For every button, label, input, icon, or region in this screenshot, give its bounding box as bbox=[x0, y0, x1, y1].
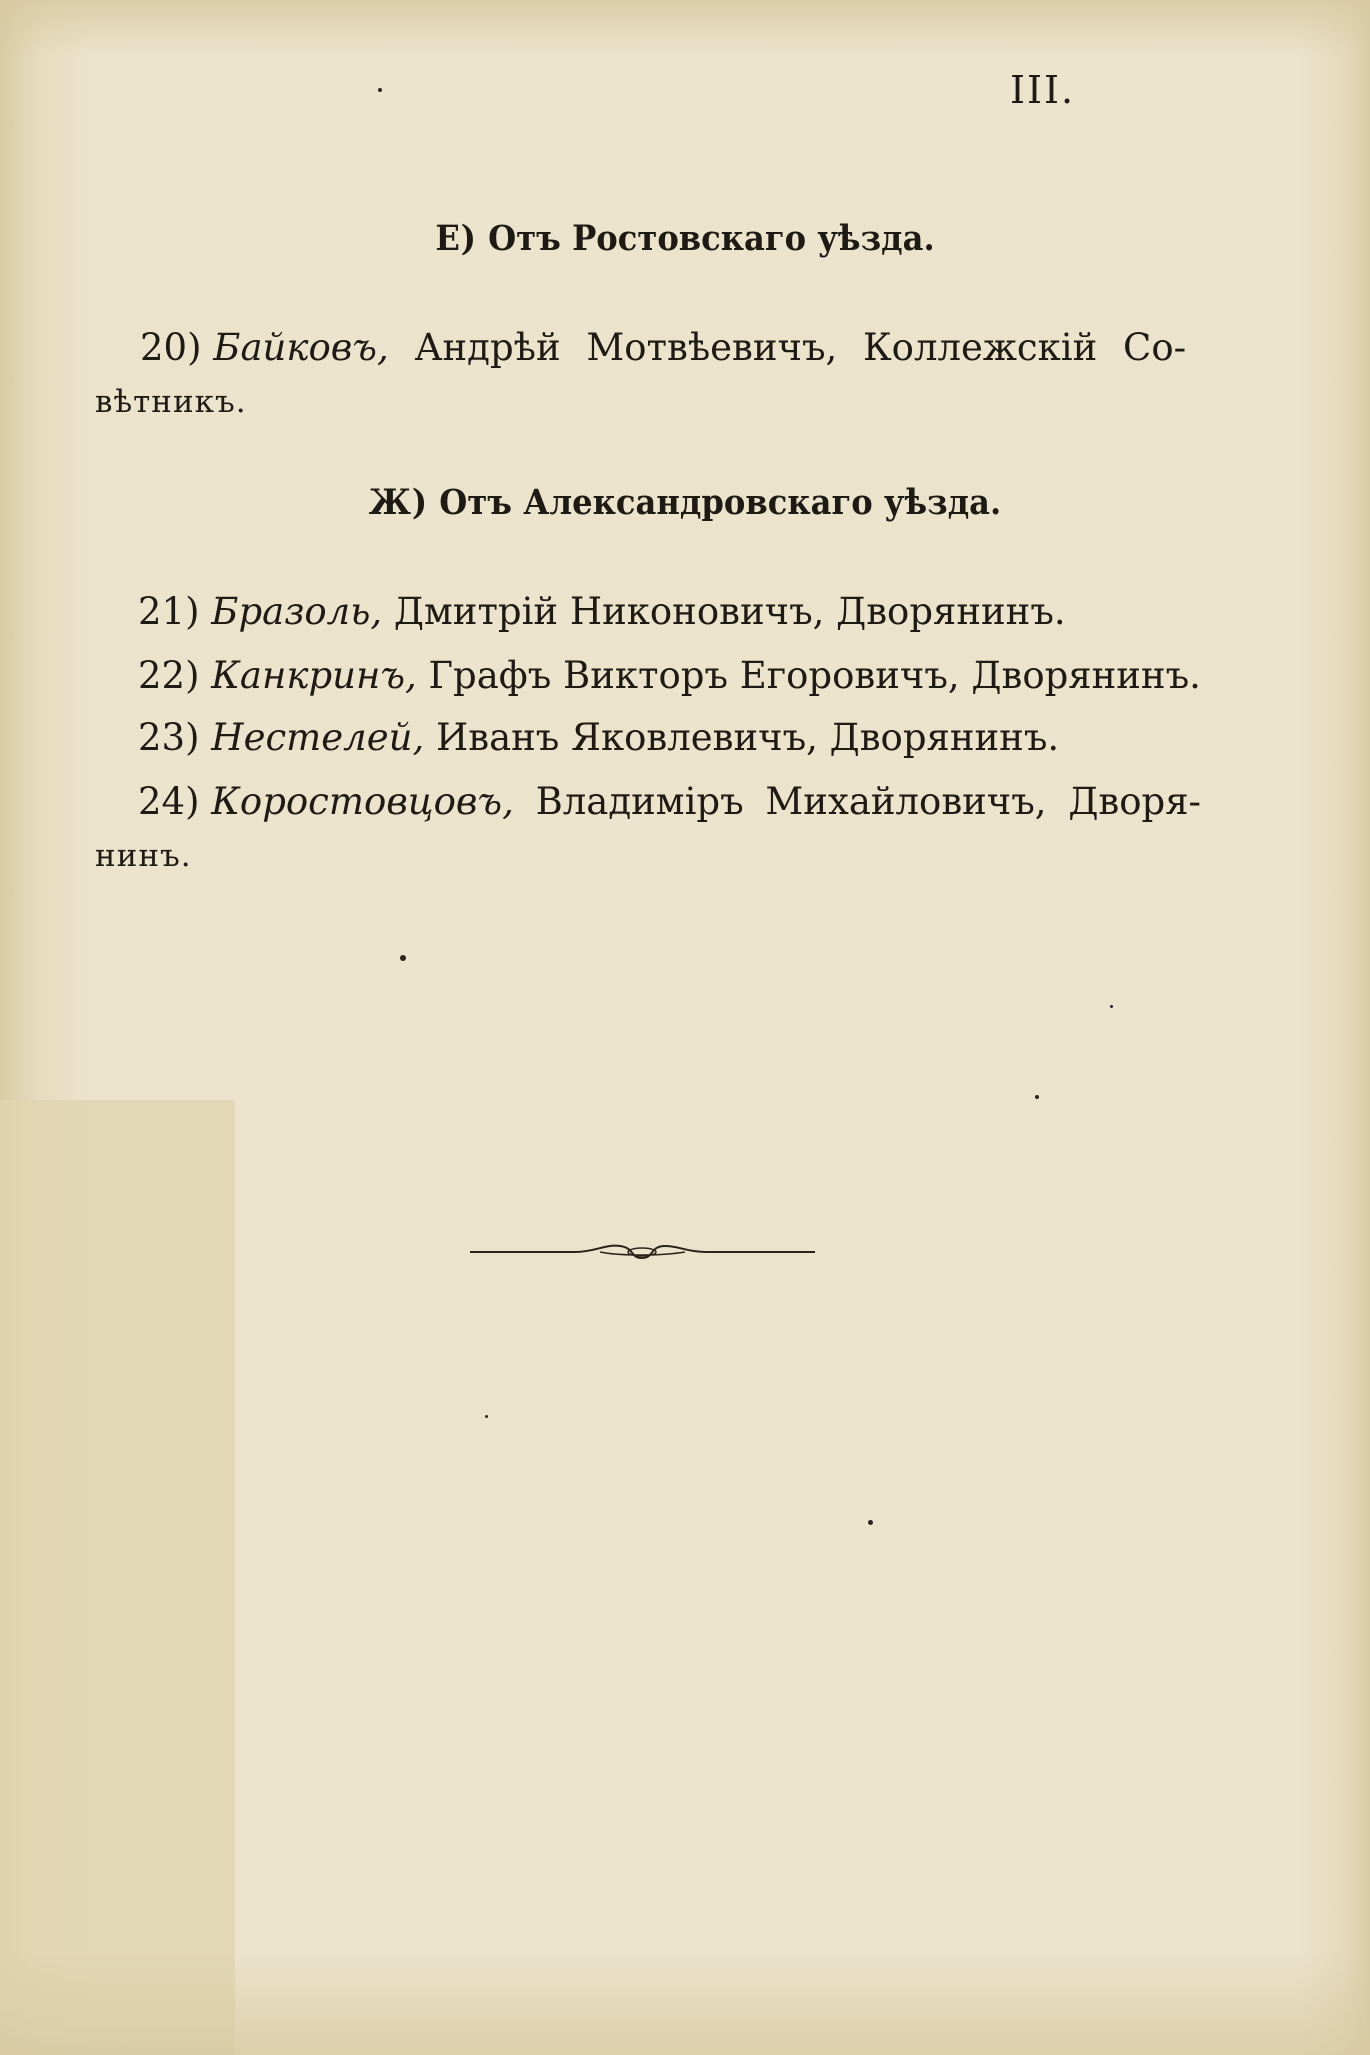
entry-details: Андрѣй Мотвѣевичъ, Коллежскій Со- bbox=[388, 326, 1187, 369]
page-number: III. bbox=[1010, 68, 1076, 112]
section-heading-aleksandrov bbox=[55, 482, 1315, 523]
entry-surname: Канкринъ, bbox=[211, 654, 417, 697]
entry-details: Иванъ Яковлевичъ, Дворянинъ. bbox=[424, 716, 1060, 759]
page-bottom-shadow bbox=[0, 1950, 1370, 2055]
entry-surname: Нестелей, bbox=[211, 716, 425, 759]
list-item bbox=[138, 774, 1201, 830]
page-top-shadow bbox=[0, 0, 1370, 55]
scan-speck bbox=[485, 1415, 488, 1418]
section-letter: Ж) bbox=[368, 482, 429, 523]
end-ornament bbox=[470, 1240, 815, 1264]
scan-speck bbox=[1035, 1095, 1039, 1099]
section-title: Отъ Александровскаго уѣзда. bbox=[439, 482, 1002, 523]
entry-details: Графъ Викторъ Егоровичъ, Дворянинъ. bbox=[416, 654, 1201, 697]
entry-number: 23) bbox=[138, 716, 200, 759]
scan-speck bbox=[868, 1520, 873, 1525]
entry-number: 20) bbox=[140, 326, 202, 369]
list-item bbox=[138, 710, 1059, 766]
list-item bbox=[138, 584, 1066, 640]
entry-details: Владиміръ Михайловичъ, Дворя- bbox=[513, 780, 1202, 823]
section-title: Отъ Ростовскаго уѣзда. bbox=[488, 218, 935, 259]
section-heading-rostov bbox=[55, 218, 1315, 259]
entry-surname: Бразоль, bbox=[211, 590, 383, 633]
section-letter: Е) bbox=[435, 218, 477, 259]
list-item bbox=[140, 320, 1186, 376]
scan-speck bbox=[400, 955, 406, 961]
entry-number: 24) bbox=[138, 780, 200, 823]
list-item bbox=[138, 648, 1201, 704]
entry-continuation: нинъ. bbox=[95, 838, 192, 874]
scan-speck bbox=[1110, 1005, 1113, 1008]
entry-number: 21) bbox=[138, 590, 200, 633]
scan-speck bbox=[378, 88, 382, 92]
entry-continuation: вѣтникъ. bbox=[95, 384, 247, 420]
entry-number: 22) bbox=[138, 654, 200, 697]
entry-surname: Байковъ, bbox=[213, 326, 389, 369]
entry-surname: Коростовцовъ, bbox=[211, 780, 514, 823]
entry-details: Дмитрій Никоновичъ, Дворянинъ. bbox=[382, 590, 1066, 633]
paper-stain bbox=[0, 1100, 235, 2055]
